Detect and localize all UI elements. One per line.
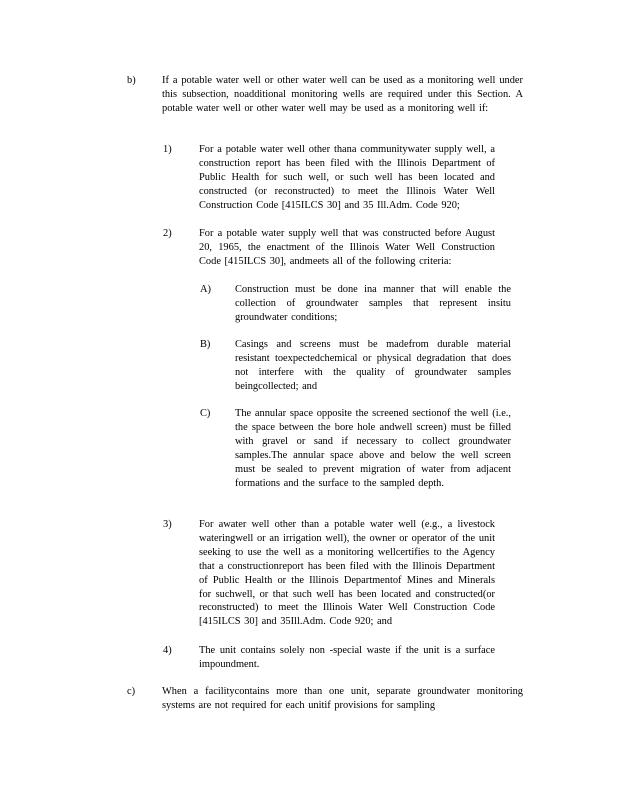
item-b-2-B-text: Casings and screens must be madefrom durable material resistant toexpectedchemical or physical degradation that does not interfere with the quality of groundwater samples beingcollected; and xyxy=(235,339,511,392)
item-b-3-text: For awater well other than a potable water well (e.g., a livestock wateringwell or an irrigation well), the owner or operator of the unit seeking to use the well as a monitoring wellcertifies to the Agency that a constructionreport has been filed with the Illinois Department of Public Health or the Illinois Departmentof Mines and Minerals for suchwell, or that such well has been located and constructed(or reconstructed) to meet the Illinois Water Well Construction Code [415ILCS 30] and 35Ill.Adm. Code 920; and xyxy=(199,519,495,628)
item-b-1-text: For a potable water well other thana communitywater supply well, a construction report has been filed with the Illinois Department of Public Health for such well, or such well has been located and constructed (or reconstructed) to meet the Illinois Water Well Construction Code [415ILCS 30] and 35 Ill.Adm. Code 920; xyxy=(199,144,495,211)
item-b-2-A-label: A) xyxy=(200,284,211,295)
item-b-2-A-text: Construction must be done ina manner that will enable the collection of groundwater samples that represent insitu groundwater conditions; xyxy=(235,284,511,323)
subsection-c-text: When a facilitycontains more than one unit, separate groundwater monitoring systems are not required for each unitif provisions for sampling xyxy=(162,686,523,711)
subsection-b-text: If a potable water well or other water well can be used as a monitoring well under this subsection, noadditional monitoring wells are required under this Section. A potable water well or other water well may be used as a monitoring well if: xyxy=(162,75,523,114)
item-b-4-text: The unit contains solely non -special waste if the unit is a surface impoundment. xyxy=(199,645,495,670)
item-b-4-label: 4) xyxy=(163,645,172,656)
item-b-2-B-label: B) xyxy=(200,339,211,350)
item-b-2-C-label: C) xyxy=(200,408,211,419)
subsection-c-label: c) xyxy=(127,686,136,697)
item-b-2-text: For a potable water supply well that was constructed before August 20, 1965, the enactment of the Illinois Water Well Construction Code [415ILCS 30], andmeets all of the following criteria: xyxy=(199,228,495,267)
item-b-2-C-text: The annular space opposite the screened sectionof the well (i.e., the space between the bore hole andwell screen) must be filled with gravel or sand if necessary to collect groundwater samples.The annular space above and below the well screen must be sealed to prevent migration of water from adjacent formations and the surface to the sampled depth. xyxy=(235,408,511,489)
item-b-1-label: 1) xyxy=(163,144,172,155)
item-b-3-label: 3) xyxy=(163,519,172,530)
subsection-b-label: b) xyxy=(127,75,136,86)
item-b-2-label: 2) xyxy=(163,228,172,239)
